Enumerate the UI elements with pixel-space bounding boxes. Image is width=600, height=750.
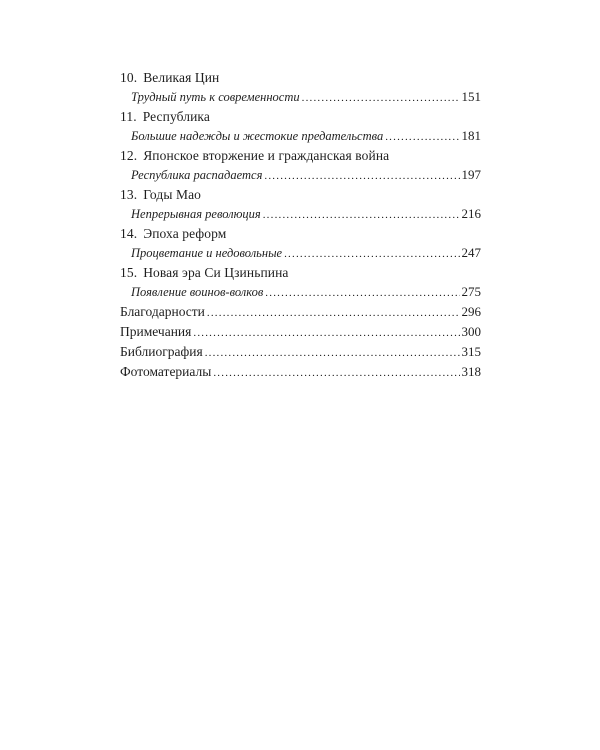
back-matter-title: Примечания: [120, 324, 192, 339]
chapter-heading: [120, 146, 481, 165]
toc-chapter-15: [120, 263, 481, 302]
page-number: 300: [461, 324, 481, 339]
toc-entry[interactable]: [120, 243, 481, 263]
chapter-title: Японское вторжение и гражданская война: [143, 148, 390, 163]
page-number: 216: [461, 206, 481, 221]
dot-leader: [263, 204, 460, 225]
toc-chapter-13: [120, 185, 481, 224]
dot-leader: [207, 302, 460, 323]
dot-leader: [193, 322, 459, 343]
chapter-heading: [120, 68, 481, 87]
chapter-heading: [120, 107, 481, 126]
table-of-contents: [120, 68, 481, 382]
chapter-subtitle: Непрерывная революция: [131, 207, 261, 221]
dot-leader: [213, 362, 459, 383]
chapter-number: 15.: [120, 265, 138, 280]
back-matter-title: Библиография: [120, 344, 203, 359]
toc-entry[interactable]: [120, 87, 481, 107]
toc-chapter-14: [120, 224, 481, 263]
chapter-number: 10.: [120, 70, 138, 85]
chapter-title: Эпоха реформ: [143, 226, 227, 241]
page-number: 275: [461, 284, 481, 299]
chapter-number: 13.: [120, 187, 138, 202]
toc-chapter-10: [120, 68, 481, 107]
toc-chapter-12: [120, 146, 481, 185]
dot-leader: [385, 126, 459, 147]
page-number: 151: [461, 89, 481, 104]
page-number: 315: [461, 344, 481, 359]
chapter-subtitle: Трудный путь к современности: [131, 90, 300, 104]
toc-entry-photos[interactable]: [120, 362, 481, 382]
chapter-heading: [120, 263, 481, 282]
chapter-title: Годы Мао: [143, 187, 202, 202]
page-number: 197: [461, 167, 481, 182]
page-number: 318: [461, 364, 481, 379]
toc-entry-bibliography[interactable]: [120, 342, 481, 362]
chapter-number: 11.: [120, 109, 137, 124]
chapter-number: 12.: [120, 148, 138, 163]
back-matter-title: Фотоматериалы: [120, 364, 212, 379]
toc-entry-notes[interactable]: [120, 322, 481, 342]
chapter-subtitle: Появление воинов-волков: [131, 285, 264, 299]
dot-leader: [284, 243, 459, 264]
page-number: 247: [461, 245, 481, 260]
chapter-title: Республика: [142, 109, 210, 124]
page-number: 181: [461, 128, 481, 143]
toc-entry[interactable]: [120, 282, 481, 302]
chapter-heading: [120, 185, 481, 204]
chapter-title: Великая Цин: [143, 70, 220, 85]
chapter-title: Новая эра Си Цзиньпина: [143, 265, 289, 280]
chapter-subtitle: Республика распадается: [131, 168, 263, 182]
chapter-subtitle: Процветание и недовольные: [131, 246, 283, 260]
toc-chapter-11: [120, 107, 481, 146]
dot-leader: [265, 282, 459, 303]
chapter-heading: [120, 224, 481, 243]
chapter-number: 14.: [120, 226, 138, 241]
dot-leader: [264, 165, 459, 186]
toc-entry[interactable]: [120, 126, 481, 146]
back-matter-title: Благодарности: [120, 304, 205, 319]
chapter-subtitle: Большие надежды и жестокие предательства: [131, 129, 384, 143]
toc-entry[interactable]: [120, 204, 481, 224]
dot-leader: [302, 87, 460, 108]
toc-entry[interactable]: [120, 165, 481, 185]
toc-entry-acknowledgements[interactable]: [120, 302, 481, 322]
page-number: 296: [461, 304, 481, 319]
dot-leader: [205, 342, 460, 363]
